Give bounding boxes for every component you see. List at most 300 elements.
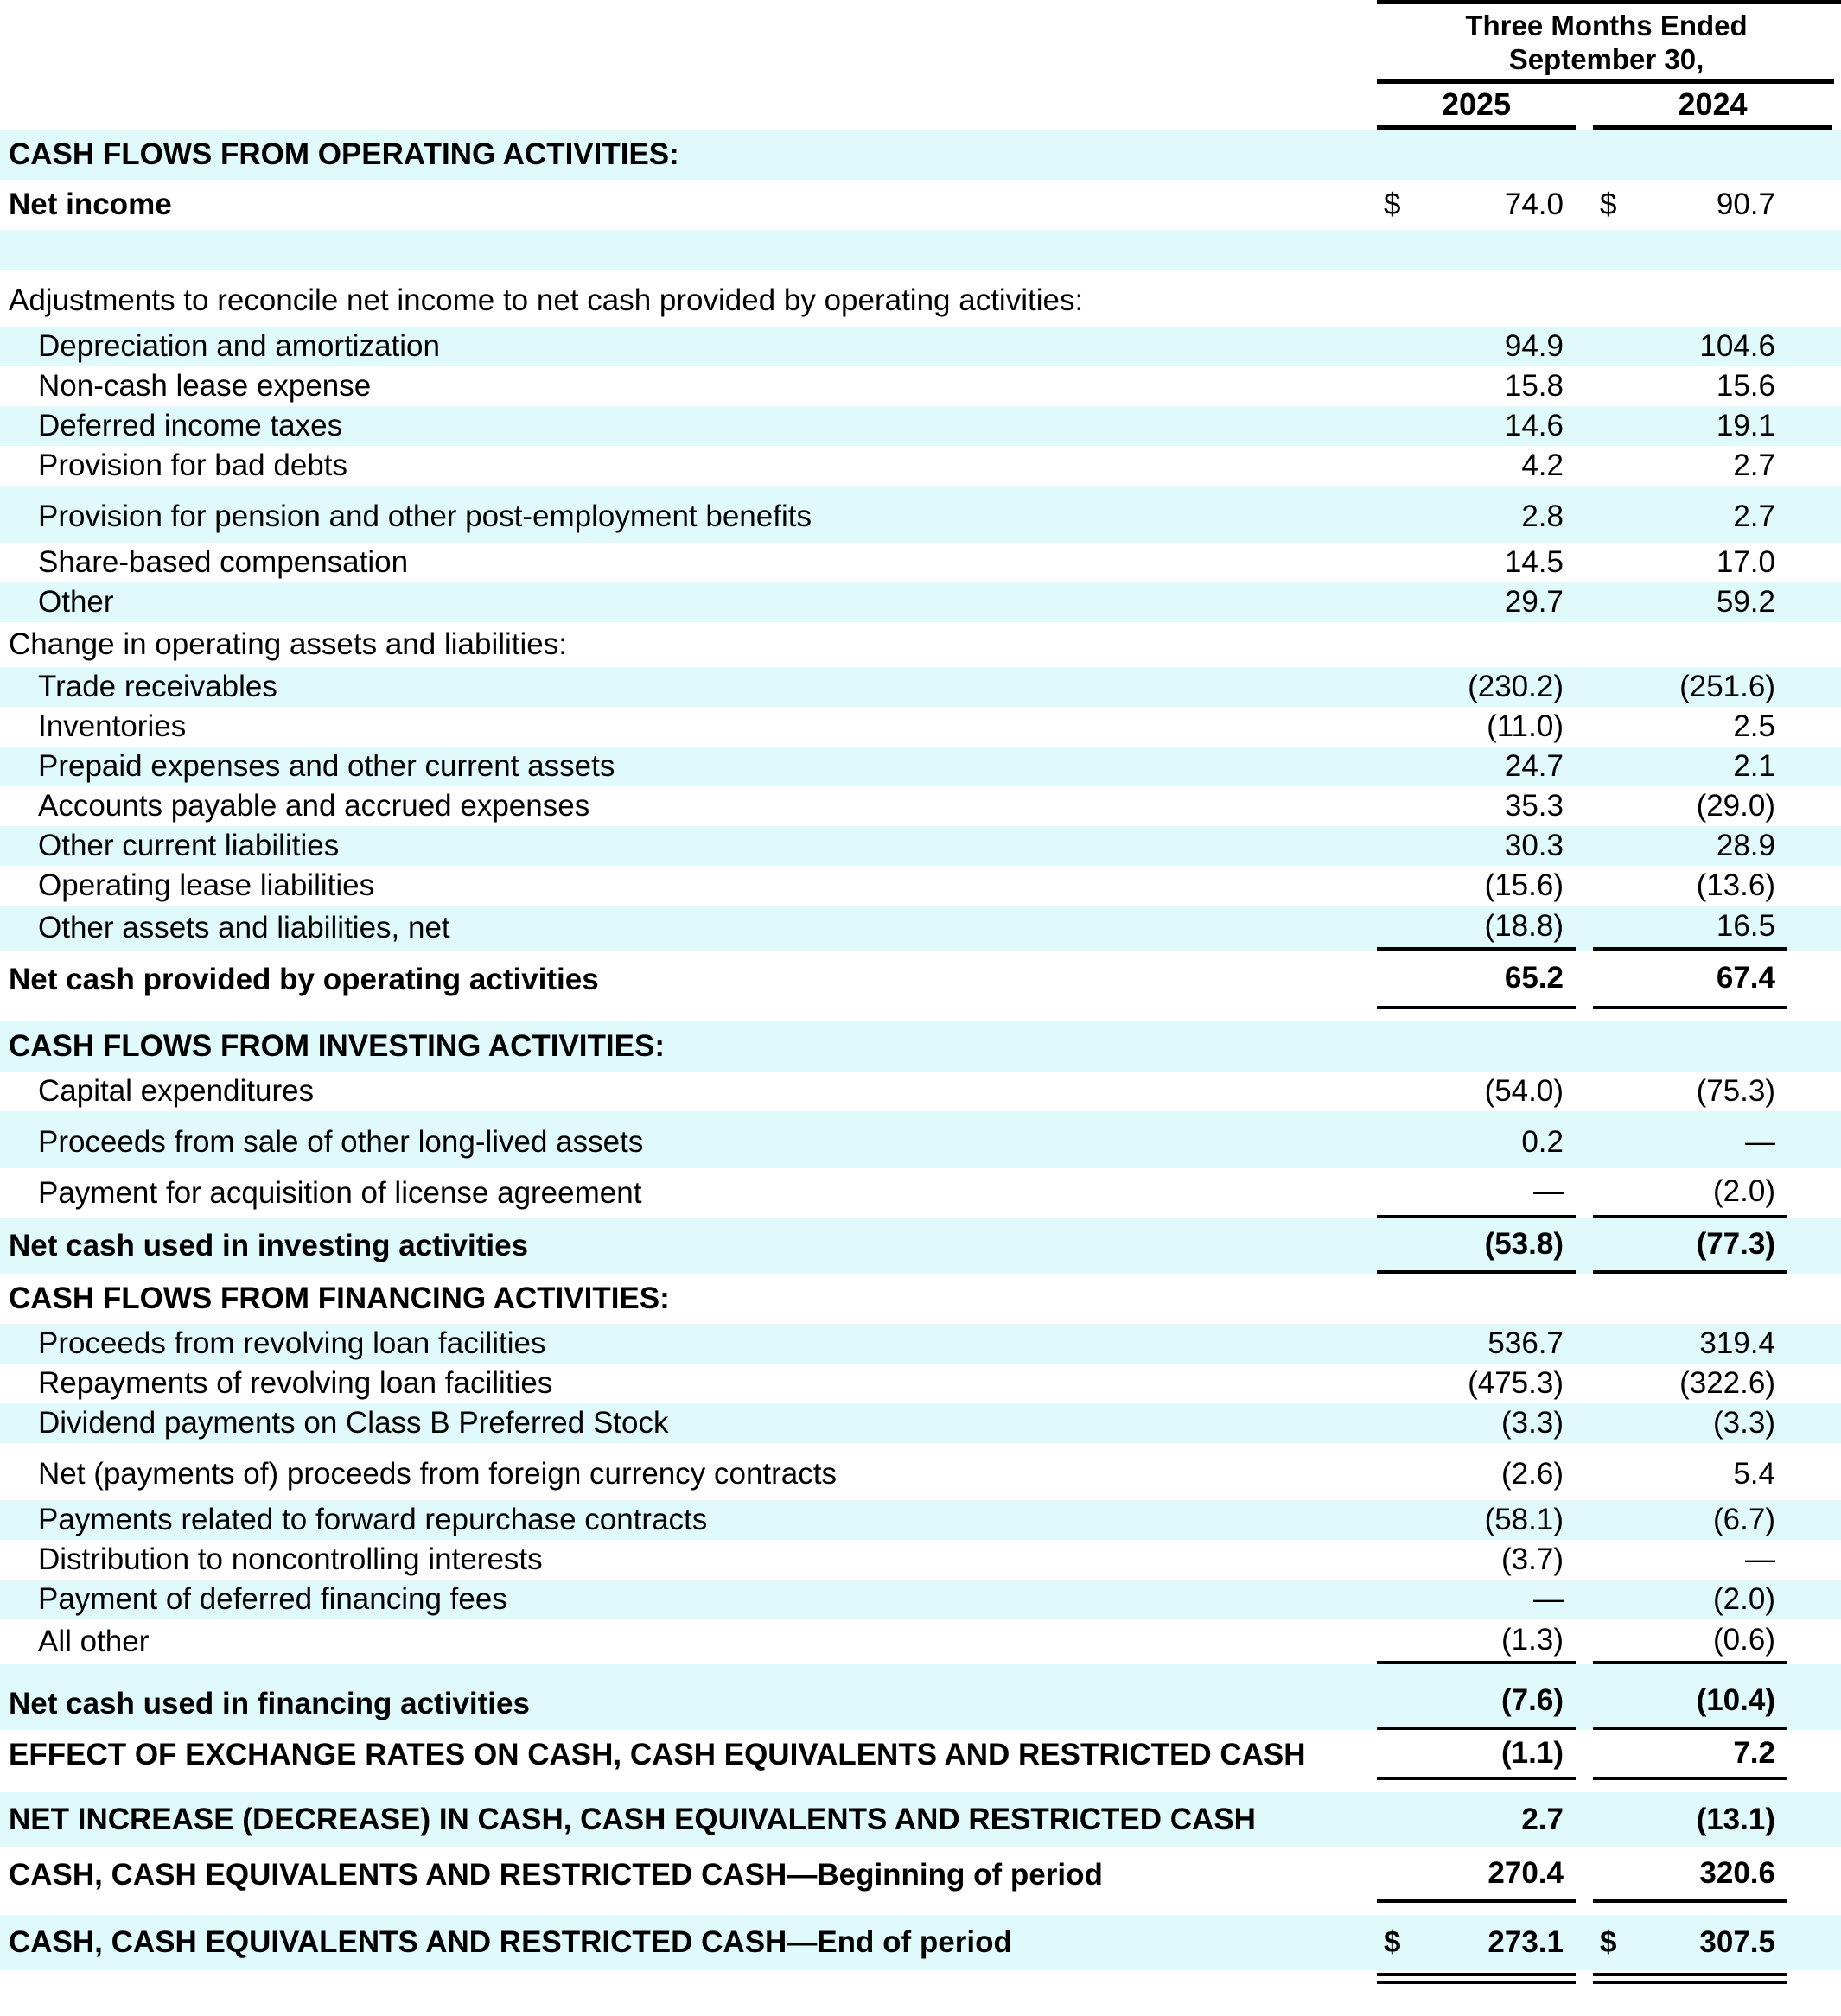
value-group-2024	[1593, 1580, 1787, 1619]
row-right-pad	[1787, 270, 1841, 327]
row-right-pad	[1787, 1580, 1841, 1619]
value-2024: (77.3)	[1696, 1227, 1775, 1261]
value-group-2025	[1377, 707, 1576, 747]
value-2024: (13.6)	[1696, 868, 1775, 902]
currency-symbol: $	[1384, 1925, 1401, 1959]
value-2024: 2.5	[1733, 709, 1775, 743]
currency-symbol	[1593, 1160, 1633, 1168]
value-2025: 24.7	[1504, 749, 1564, 783]
row-right-pad	[1787, 667, 1841, 707]
value-group-2025	[1377, 1730, 1576, 1780]
value-group-2024	[1593, 1730, 1787, 1780]
column-gap	[1576, 327, 1593, 366]
row-right-pad	[1787, 230, 1841, 270]
column-gap	[1576, 406, 1593, 446]
value-group-2024	[1593, 1664, 1787, 1730]
value-2024: (322.6)	[1679, 1366, 1775, 1400]
value-2024: 320.6	[1699, 1856, 1775, 1890]
value-2024: (2.0)	[1713, 1582, 1775, 1616]
column-gap	[1576, 270, 1593, 327]
value-2025: 0.2	[1521, 1125, 1564, 1159]
column-gap	[1576, 906, 1593, 951]
period-title	[1377, 4, 1841, 79]
value-2025: 14.5	[1504, 545, 1564, 579]
value-group-2025	[1377, 622, 1576, 667]
column-gap	[1576, 1619, 1593, 1664]
table-row-item	[0, 1111, 1841, 1168]
double-rule-gap	[1576, 1970, 1593, 1989]
row-right-pad	[1787, 486, 1841, 543]
table-row-item	[0, 1580, 1841, 1619]
row-label: CASH FLOWS FROM FINANCING ACTIVITIES:	[9, 1281, 670, 1315]
table-row-item	[0, 1168, 1841, 1218]
column-gap	[1576, 1324, 1593, 1364]
table-row-item	[0, 1443, 1841, 1500]
column-gap	[1576, 1664, 1593, 1730]
value-group-2024	[1593, 270, 1787, 327]
value-group-2024	[1593, 826, 1787, 866]
row-right-pad	[1787, 1324, 1841, 1364]
table-row-subtotal	[0, 1218, 1841, 1274]
value-group-2025	[1377, 1915, 1576, 1970]
value-group-2024	[1593, 406, 1787, 446]
currency-symbol: $	[1600, 1925, 1617, 1959]
column-gap	[1576, 1780, 1593, 1792]
value-group-2024	[1593, 486, 1787, 543]
value-group-2024	[1593, 1792, 1787, 1847]
value-group-2025	[1377, 130, 1576, 180]
table-row-note	[0, 270, 1841, 327]
value-2025	[1417, 318, 1576, 327]
column-gap	[1576, 130, 1593, 180]
value-group-2025	[1377, 582, 1576, 622]
table-row-subtotal	[0, 1730, 1841, 1780]
value-group-2024	[1593, 1364, 1787, 1403]
value-2024: 2.7	[1733, 499, 1775, 533]
value-2024: —	[1745, 1542, 1775, 1576]
row-label: Payment for acquisition of license agreement	[38, 1176, 642, 1210]
value-2025: 4.2	[1521, 448, 1564, 482]
table-row-item	[0, 707, 1841, 747]
table-row-subtotal	[0, 1792, 1841, 1847]
row-label: All other	[38, 1625, 150, 1658]
column-gap	[1576, 1364, 1593, 1403]
row-label: Accounts payable and accrued expenses	[38, 789, 590, 823]
value-group-2024	[1593, 1218, 1787, 1274]
currency-symbol	[1377, 1491, 1417, 1500]
column-gap	[1576, 1580, 1593, 1619]
table-row-section	[0, 130, 1841, 180]
value-group-2024	[1593, 1500, 1787, 1540]
table-row-item	[0, 180, 1841, 230]
value-2024: 16.5	[1716, 909, 1775, 943]
row-right-pad	[1787, 1847, 1841, 1903]
value-group-2025	[1377, 1072, 1576, 1111]
row-right-pad	[1787, 786, 1841, 826]
value-group-2024	[1593, 180, 1787, 230]
value-2024: 307.5	[1699, 1925, 1775, 1959]
value-2025: 15.8	[1504, 369, 1564, 403]
value-2024: 104.6	[1699, 329, 1775, 363]
value-group-2025	[1377, 667, 1576, 707]
double-rule-spacer	[0, 1970, 1377, 1989]
value-group-2025	[1377, 1218, 1576, 1274]
row-label: Capital expenditures	[38, 1074, 315, 1108]
row-label: Repayments of revolving loan facilities	[38, 1366, 553, 1400]
row-right-pad	[1787, 707, 1841, 747]
value-group-2025	[1377, 1619, 1576, 1664]
column-gap	[1576, 622, 1593, 667]
row-right-pad	[1787, 866, 1841, 906]
value-group-2025	[1377, 230, 1576, 270]
table-row-item	[0, 582, 1841, 622]
table-row-item	[0, 1364, 1841, 1403]
value-group-2025	[1377, 327, 1576, 366]
value-group-2025	[1377, 1792, 1576, 1847]
row-label: Change in operating assets and liabilities:	[9, 627, 567, 661]
row-right-pad	[1787, 1619, 1841, 1664]
value-group-2025	[1377, 906, 1576, 951]
column-gap	[1576, 180, 1593, 230]
period-title-line2: September 30,	[1508, 43, 1704, 75]
row-label: Net income	[9, 188, 172, 221]
row-label: Deferred income taxes	[38, 409, 343, 442]
currency-symbol	[1593, 318, 1633, 327]
value-2024	[1633, 318, 1787, 327]
row-right-pad	[1787, 1364, 1841, 1403]
column-gap	[1576, 1072, 1593, 1111]
value-2025: 14.6	[1504, 409, 1564, 442]
row-label: Proceeds from revolving loan facilities	[38, 1326, 546, 1360]
column-gap	[1576, 366, 1593, 406]
value-group-2025	[1377, 446, 1576, 486]
value-2025: 2.7	[1521, 1803, 1564, 1836]
column-gap	[1576, 951, 1593, 1009]
row-label: CASH, CASH EQUIVALENTS AND RESTRICTED CASH—Beginning of period	[9, 1858, 1103, 1892]
value-2025: 270.4	[1487, 1856, 1564, 1890]
value-group-2024	[1593, 582, 1787, 622]
column-gap	[1576, 1218, 1593, 1274]
value-group-2024	[1593, 1324, 1787, 1364]
value-2024: (10.4)	[1696, 1683, 1775, 1717]
value-group-2024	[1593, 1111, 1787, 1168]
row-label: Operating lease liabilities	[38, 868, 375, 902]
row-right-pad	[1787, 406, 1841, 446]
row-label: Net cash used in financing activities	[9, 1687, 530, 1720]
column-gap	[1576, 230, 1593, 270]
value-2025: (3.7)	[1501, 1542, 1564, 1576]
value-group-2025	[1377, 1903, 1576, 1915]
column-gap	[1576, 1021, 1593, 1072]
column-gap	[1576, 1915, 1593, 1970]
value-group-2024	[1593, 327, 1787, 366]
currency-symbol	[1377, 534, 1417, 543]
row-label: Inventories	[38, 709, 187, 743]
value-2025: 35.3	[1504, 789, 1564, 823]
value-2025: (11.0)	[1487, 709, 1564, 743]
table-row-subtotal	[0, 951, 1841, 1009]
period-title-line1: Three Months Ended	[1465, 10, 1748, 41]
table-row-item	[0, 446, 1841, 486]
column-gap	[1576, 707, 1593, 747]
year-column-header-2025: 2025	[1377, 84, 1576, 130]
value-2025: 30.3	[1504, 829, 1564, 862]
value-group-2024	[1593, 786, 1787, 826]
value-group-2025	[1377, 826, 1576, 866]
value-2025: (53.8)	[1484, 1227, 1564, 1261]
column-gap	[1576, 1500, 1593, 1540]
value-group-2025	[1377, 951, 1576, 1009]
value-group-2024	[1593, 1847, 1787, 1903]
row-label: Payments related to forward repurchase contracts	[38, 1503, 708, 1536]
column-gap	[1576, 446, 1593, 486]
column-gap	[1576, 1847, 1593, 1903]
table-row-item	[0, 366, 1841, 406]
row-label: Net cash used in investing activities	[9, 1229, 529, 1262]
table-row-item	[0, 486, 1841, 543]
value-group-2025	[1377, 1009, 1576, 1021]
value-2025: (18.8)	[1484, 909, 1564, 943]
table-row-item	[0, 1500, 1841, 1540]
table-row-spacer	[0, 1009, 1841, 1021]
table-row-total	[0, 1915, 1841, 1970]
table-row-item	[0, 1072, 1841, 1111]
value-group-2024	[1593, 1168, 1787, 1218]
row-label: Net cash provided by operating activities	[9, 963, 599, 996]
row-label: Trade receivables	[38, 670, 277, 703]
row-right-pad	[1787, 543, 1841, 582]
row-label: Proceeds from sale of other long-lived assets	[38, 1125, 644, 1159]
table-row-item	[0, 866, 1841, 906]
column-gap	[1576, 1792, 1593, 1847]
value-2024: (75.3)	[1696, 1074, 1775, 1108]
value-group-2025	[1377, 486, 1576, 543]
value-2025: 29.7	[1504, 585, 1564, 619]
value-group-2025	[1377, 1403, 1576, 1443]
row-right-pad	[1787, 1500, 1841, 1540]
column-gap	[1576, 747, 1593, 786]
row-label: Net (payments of) proceeds from foreign currency contracts	[38, 1457, 837, 1491]
value-group-2024	[1593, 366, 1787, 406]
period-header	[0, 0, 1841, 130]
table-row-item	[0, 667, 1841, 707]
row-right-pad	[1787, 446, 1841, 486]
value-group-2025	[1377, 1847, 1576, 1903]
column-gap	[1576, 1443, 1593, 1500]
value-group-2024	[1593, 906, 1787, 951]
value-2024: 67.4	[1716, 961, 1775, 995]
row-label: Depreciation and amortization	[38, 329, 440, 363]
value-group-2024	[1593, 543, 1787, 582]
value-2024: 28.9	[1716, 829, 1775, 862]
value-2025: (7.6)	[1501, 1683, 1564, 1717]
row-right-pad	[1787, 1903, 1841, 1915]
value-group-2025	[1377, 406, 1576, 446]
value-2025: (1.1)	[1501, 1736, 1564, 1770]
value-group-2024	[1593, 1915, 1787, 1970]
table-row-subtotal	[0, 1847, 1841, 1903]
column-gap	[1576, 866, 1593, 906]
header-left-spacer	[0, 0, 1377, 130]
row-label: Other	[38, 585, 114, 619]
value-2024: —	[1745, 1125, 1775, 1159]
cashflow-table	[0, 130, 1841, 1989]
row-right-pad	[1787, 1780, 1841, 1792]
row-label: Other assets and liabilities, net	[38, 911, 450, 944]
value-2025: (54.0)	[1484, 1074, 1564, 1108]
table-row-item	[0, 543, 1841, 582]
value-group-2025	[1377, 1540, 1576, 1580]
table-row-item	[0, 1619, 1841, 1664]
row-right-pad	[1787, 1168, 1841, 1218]
row-right-pad	[1787, 747, 1841, 786]
value-group-2025	[1377, 1780, 1576, 1792]
row-right-pad	[1787, 327, 1841, 366]
table-row-note	[0, 622, 1841, 667]
year-column-header-2024: 2024	[1593, 84, 1832, 130]
value-2025: 536.7	[1487, 1326, 1564, 1360]
currency-symbol	[1593, 1491, 1633, 1500]
value-group-2024	[1593, 446, 1787, 486]
value-2025: (2.6)	[1501, 1457, 1564, 1491]
row-label: Share-based compensation	[38, 545, 409, 579]
double-rule-2025	[1377, 1973, 1576, 1984]
value-2025: (475.3)	[1468, 1366, 1564, 1400]
row-right-pad	[1787, 1792, 1841, 1847]
currency-symbol	[1377, 1718, 1417, 1727]
value-group-2025	[1377, 270, 1576, 327]
row-label: Distribution to noncontrolling interests	[38, 1542, 543, 1576]
value-2024: 19.1	[1716, 409, 1775, 442]
value-2024: (3.3)	[1713, 1406, 1775, 1440]
currency-symbol	[1593, 1718, 1633, 1727]
row-label: Payment of deferred financing fees	[38, 1582, 507, 1616]
value-2024: (29.0)	[1696, 789, 1775, 823]
value-2025: (230.2)	[1468, 670, 1564, 703]
currency-symbol	[1377, 1160, 1417, 1168]
row-label: NET INCREASE (DECREASE) IN CASH, CASH EQUIVALENTS AND RESTRICTED CASH	[9, 1803, 1256, 1836]
value-group-2024	[1593, 866, 1787, 906]
row-right-pad	[1787, 130, 1841, 180]
value-2024: 7.2	[1733, 1736, 1775, 1770]
row-right-pad	[1787, 1072, 1841, 1111]
value-group-2025	[1377, 1500, 1576, 1540]
table-row-item	[0, 1324, 1841, 1364]
column-gap	[1576, 1903, 1593, 1915]
value-group-2025	[1377, 1111, 1576, 1168]
row-label: Prepaid expenses and other current assets	[38, 749, 615, 783]
value-group-2025	[1377, 747, 1576, 786]
value-2025: 94.9	[1504, 329, 1564, 363]
row-right-pad	[1787, 1730, 1841, 1780]
currency-symbol: $	[1384, 188, 1401, 221]
row-label: Provision for bad debts	[38, 448, 347, 482]
column-gap	[1576, 543, 1593, 582]
column-gap	[1576, 667, 1593, 707]
table-row-item	[0, 1540, 1841, 1580]
value-2024: 2.1	[1733, 749, 1775, 783]
value-group-2024	[1593, 707, 1787, 747]
value-2024: 2.7	[1733, 448, 1775, 482]
value-2025: (15.6)	[1484, 868, 1564, 902]
row-right-pad	[1787, 1403, 1841, 1443]
table-row-section	[0, 1021, 1841, 1072]
value-group-2025	[1377, 180, 1576, 230]
value-group-2024	[1593, 1009, 1787, 1021]
row-right-pad	[1787, 582, 1841, 622]
double-rule-right-pad	[1787, 1970, 1841, 1989]
value-group-2024	[1593, 1021, 1787, 1072]
column-gap	[1576, 1168, 1593, 1218]
value-group-2024	[1593, 622, 1787, 667]
column-gap	[1576, 1274, 1593, 1324]
value-group-2025	[1377, 866, 1576, 906]
currency-symbol	[1593, 534, 1633, 543]
row-right-pad	[1787, 1540, 1841, 1580]
table-row-spacer	[0, 1903, 1841, 1915]
row-right-pad	[1787, 1021, 1841, 1072]
table-row-item	[0, 906, 1841, 951]
row-right-pad	[1787, 826, 1841, 866]
table-row-spacer	[0, 230, 1841, 270]
table-row-subtotal	[0, 1664, 1841, 1730]
value-group-2025	[1377, 1364, 1576, 1403]
row-label: Provision for pension and other post-employment benefits	[38, 499, 812, 533]
value-2025: (3.3)	[1501, 1406, 1564, 1440]
value-2024: (2.0)	[1713, 1174, 1775, 1208]
value-group-2025	[1377, 786, 1576, 826]
value-group-2024	[1593, 1619, 1787, 1664]
value-group-2024	[1593, 1274, 1787, 1324]
column-gap	[1576, 1540, 1593, 1580]
row-label: EFFECT OF EXCHANGE RATES ON CASH, CASH EQUIVALENTS AND RESTRICTED CASH	[9, 1738, 1306, 1771]
row-label: CASH FLOWS FROM OPERATING ACTIVITIES:	[9, 137, 679, 171]
double-rule-2024	[1593, 1973, 1787, 1984]
currency-symbol	[1377, 318, 1417, 327]
column-gap	[1576, 1111, 1593, 1168]
column-gap	[1576, 1403, 1593, 1443]
row-right-pad	[1787, 1274, 1841, 1324]
value-group-2024	[1593, 1780, 1787, 1792]
column-gap	[1576, 486, 1593, 543]
value-group-2025	[1377, 543, 1576, 582]
row-right-pad	[1787, 951, 1841, 1009]
row-label: CASH FLOWS FROM INVESTING ACTIVITIES:	[9, 1029, 665, 1063]
row-right-pad	[1787, 622, 1841, 667]
value-group-2024	[1593, 1072, 1787, 1111]
row-label: Other current liabilities	[38, 829, 340, 862]
value-2024: 5.4	[1733, 1457, 1775, 1491]
row-label: Non-cash lease expense	[38, 369, 372, 403]
value-2025: (1.3)	[1501, 1623, 1564, 1657]
value-group-2024	[1593, 230, 1787, 270]
value-group-2025	[1377, 1274, 1576, 1324]
value-2024: (0.6)	[1713, 1623, 1775, 1657]
row-right-pad	[1787, 1915, 1841, 1970]
column-gap	[1576, 582, 1593, 622]
value-2024: 59.2	[1716, 585, 1775, 619]
value-group-2024	[1593, 1540, 1787, 1580]
table-row-item	[0, 747, 1841, 786]
value-group-2024	[1593, 667, 1787, 707]
value-group-2025	[1377, 366, 1576, 406]
value-group-2025	[1377, 1324, 1576, 1364]
value-2024: 319.4	[1699, 1326, 1775, 1360]
table-row-item	[0, 786, 1841, 826]
row-label: Dividend payments on Class B Preferred Stock	[38, 1406, 669, 1440]
row-label: Adjustments to reconcile net income to net cash provided by operating activities:	[9, 283, 1084, 317]
value-2025: —	[1533, 1174, 1564, 1208]
